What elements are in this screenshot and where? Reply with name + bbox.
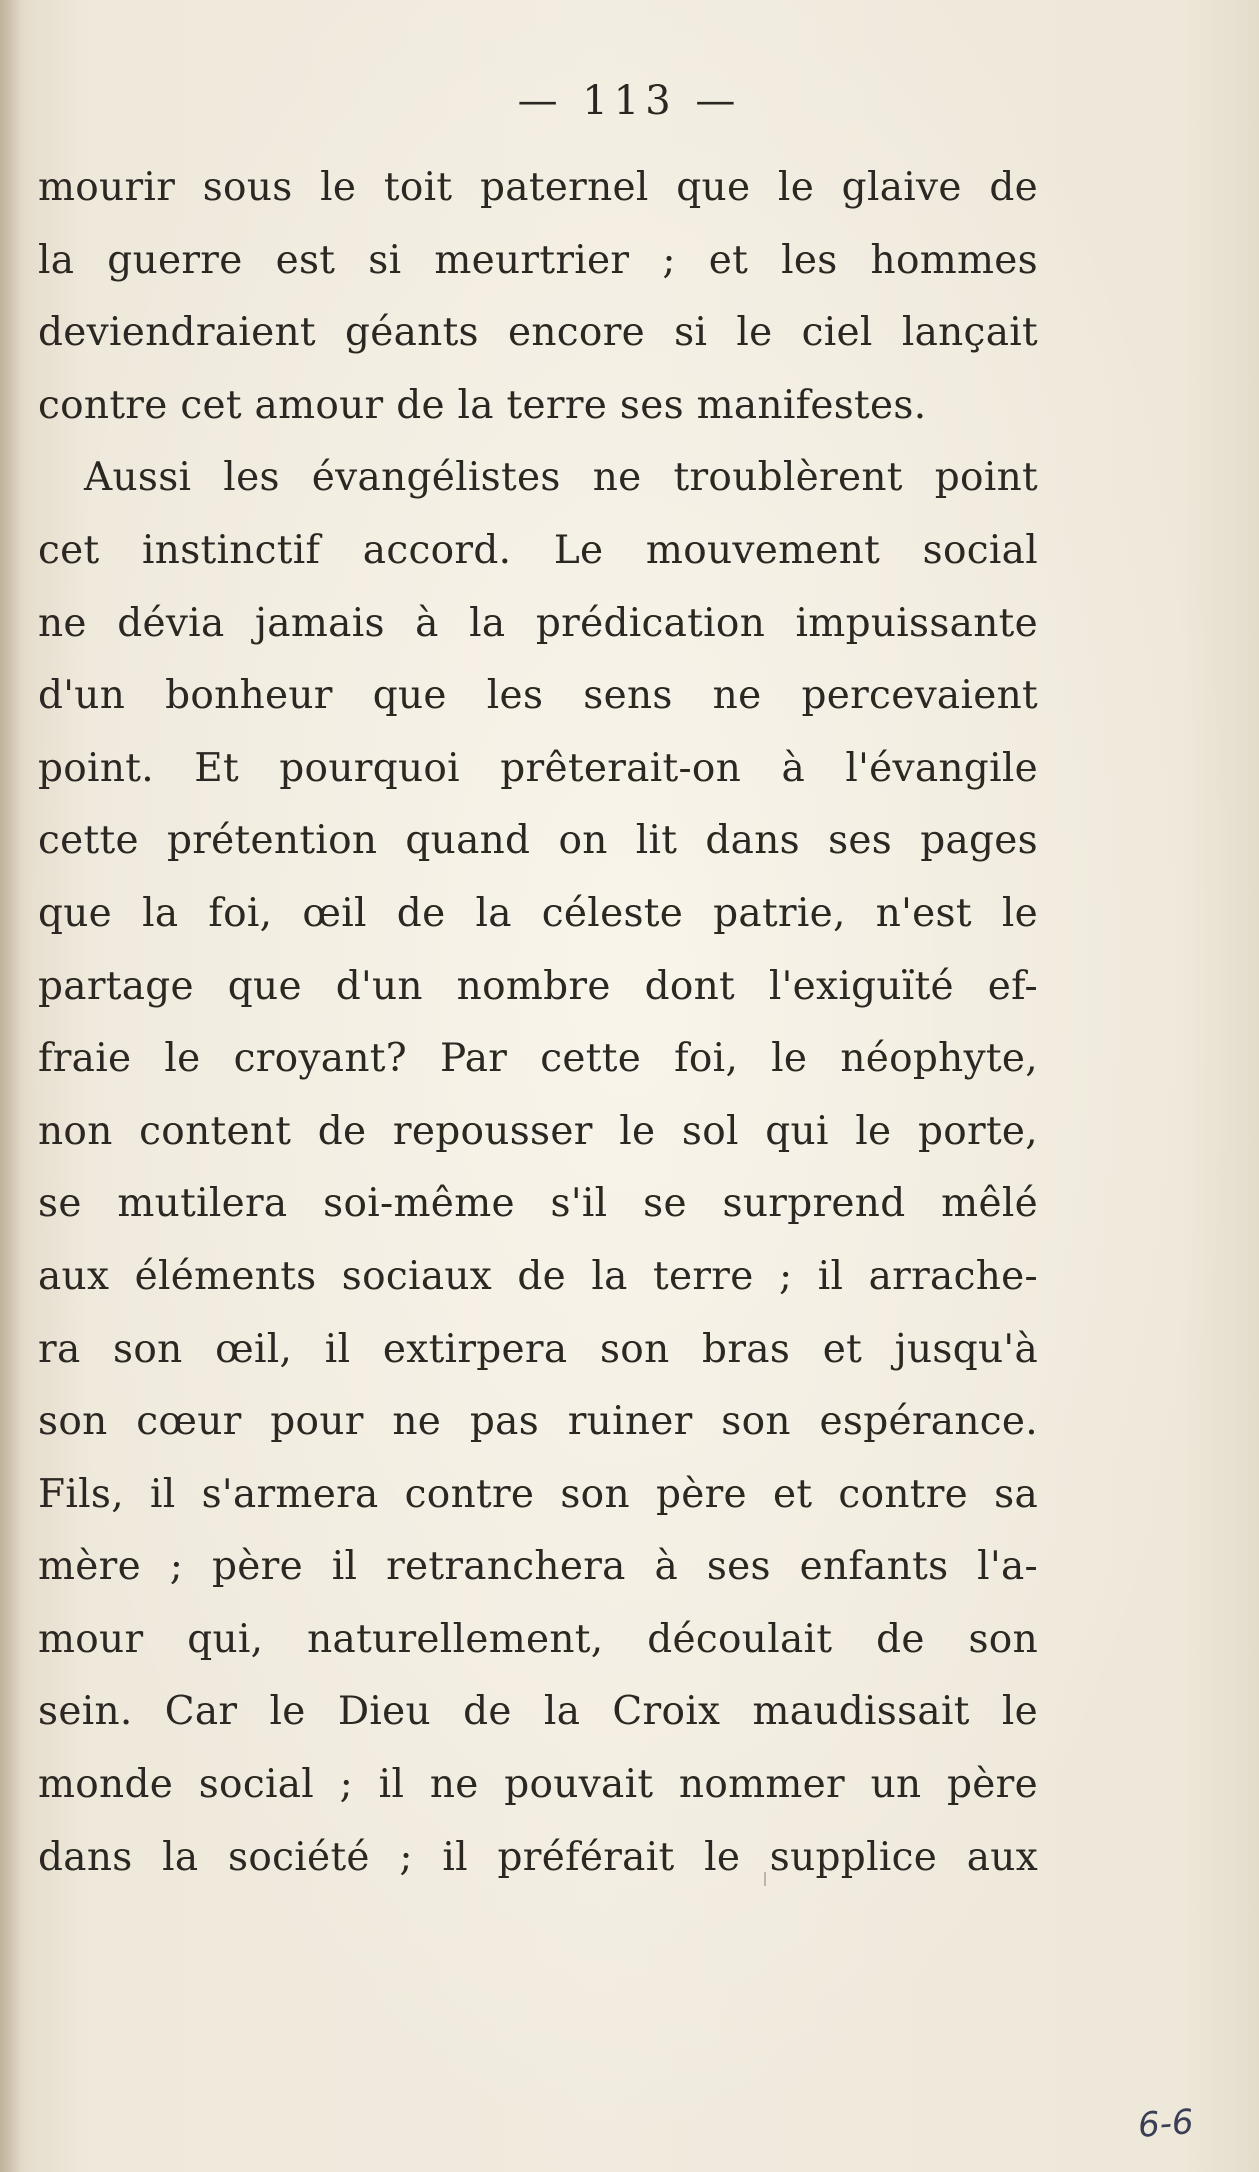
text-line: contre cet amour de la terre ses manifestes.: [38, 382, 927, 428]
text-line: mourir sous le toit paternel que le glaive de: [38, 165, 1038, 210]
text-line: d'un bonheur que les sens ne percevaient: [38, 673, 1038, 719]
text-line: dans la société ; il préférait le supplice aux: [38, 1834, 1038, 1880]
text-line: Aussi les évangélistes ne troublèrent point: [84, 455, 1038, 501]
text-line: deviendraient géants encore si le ciel lançait: [38, 310, 1038, 356]
text-line: mour qui, naturellement, découlait de son: [38, 1616, 1038, 1662]
text-line: mère ; père il retranchera à ses enfants l'a-: [38, 1544, 1038, 1590]
text-line: monde social ; il ne pouvait nommer un père: [38, 1762, 1038, 1808]
page-number: — 113 —: [517, 78, 742, 124]
text-line: point. Et pourquoi prêterait-on à l'évangile: [38, 745, 1038, 791]
handwritten-catalog-mark: 6-6: [1136, 2102, 1195, 2146]
text-line: cet instinctif accord. Le mouvement social: [38, 527, 1038, 573]
text-line: partage que d'un nombre dont l'exiguïté ef-: [38, 963, 1038, 1009]
text-line: ne dévia jamais à la prédication impuissante: [38, 600, 1038, 646]
text-line: Fils, il s'armera contre son père et contre sa: [38, 1471, 1038, 1517]
paper-speck: [764, 1872, 766, 1886]
text-line: non content de repousser le sol qui le porte,: [38, 1108, 1038, 1154]
text-line: aux éléments sociaux de la terre ; il arrache-: [38, 1253, 1038, 1299]
text-line: ra son œil, il extirpera son bras et jusqu'à: [38, 1326, 1038, 1372]
text-line: sein. Car le Dieu de la Croix maudissait le: [38, 1689, 1038, 1735]
spine-shadow: [0, 0, 22, 2172]
text-line: se mutilera soi-même s'il se surprend mêlé: [38, 1181, 1038, 1227]
text-line: fraie le croyant? Par cette foi, le néophyte,: [38, 1036, 1038, 1082]
text-line: son cœur pour ne pas ruiner son espérance.: [38, 1399, 1038, 1445]
text-line: cette prétention quand on lit dans ses pages: [38, 818, 1038, 864]
text-line: que la foi, œil de la céleste patrie, n'est le: [38, 890, 1038, 936]
text-line: la guerre est si meurtrier ; et les hommes: [38, 237, 1038, 283]
body-text: [38, 152, 1038, 1894]
